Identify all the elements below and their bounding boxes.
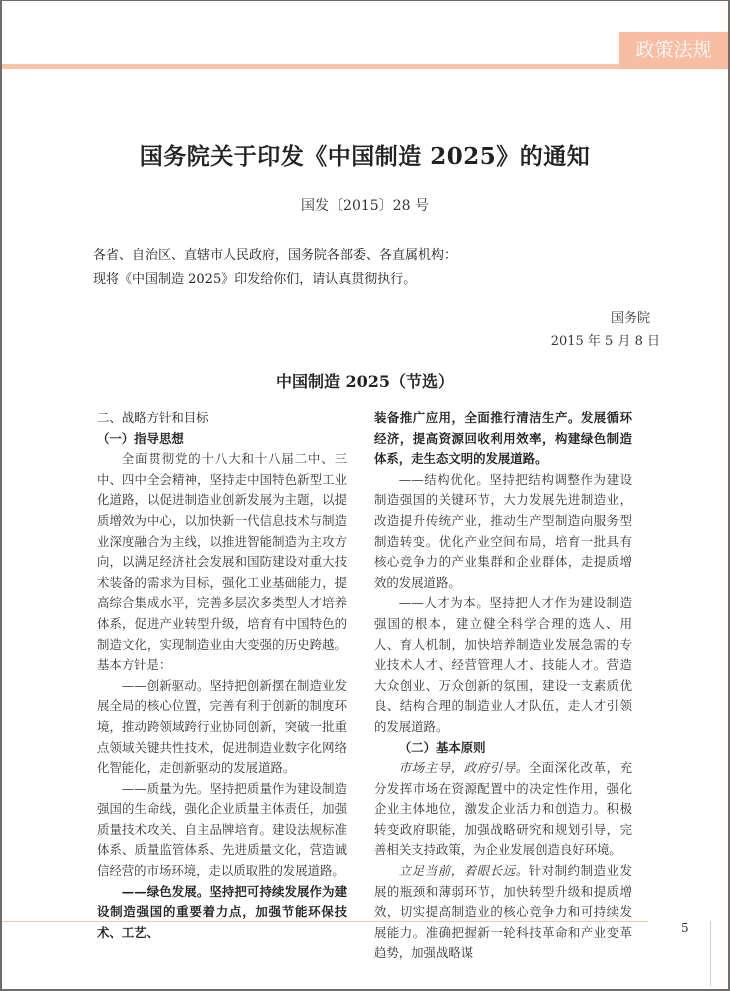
issuer: 国务院 <box>610 311 650 326</box>
paragraph: ——结构优化。坚持把结构调整作为建设制造强国的关键环节，大力发展先进制造业，改造提升传统产业，推动生产型制造向服务型制造转变。优化产业空间布局，培育一批具有核心竞争力的产业集群和企业群体，走提质增效的发展道路。 <box>374 471 632 590</box>
right-column <box>374 408 632 964</box>
paragraph: 装备推广应用，全面推行清洁生产。发展循环经济，提高资源回收利用效率，构建绿色制造体系，走生态文明的发展道路。 <box>374 410 632 467</box>
principle-lead: 市场主导，政府引导。 <box>398 760 529 776</box>
section-heading: 二、战略方针和目标 <box>97 410 209 425</box>
footer-divider <box>710 921 711 986</box>
addressee: 各省、自治区、直辖市人民政府，国务院各部委、各直属机构： <box>93 248 458 263</box>
paragraph: ——质量为先。坚持把质量作为建设制造强国的生命线，强化企业质量主体责任，加强质量技术攻关、自主品牌培育。建设法规标准体系、质量监管体系、先进质量文化，营造诚信经营的市场环境，走以质取胜的发展道路。 <box>97 780 347 879</box>
principle-body: 全面深化改革，充分发挥市场在资源配置中的决定性作用，强化企业主体地位，激发企业活力和创造力。积极转变政府职能，加强战略研究和规划引导，完善相关支持政策，为企业发展创造良好环境。 <box>374 760 633 858</box>
issue-date: 2015 年 5 月 8 日 <box>550 334 660 349</box>
subsection-heading: （二）基本原则 <box>398 739 486 755</box>
paragraph: ——人才为本。坚持把人才作为建设制造强国的根本，建立健全科学合理的选人、用人、育人机制，加快培养制造业发展急需的专业技术人才、经营管理人才、技能人才。营造大众创业、万众创新的氛围，建设一支素质优良、结构合理的制造业人才队伍，走人才引领的发展道路。 <box>374 595 632 734</box>
principle-lead: 立足当前，着眼长远。 <box>398 863 529 879</box>
excerpt-title: 中国制造 2025（节选） <box>275 372 455 391</box>
notice-title: 国务院关于印发《中国制造 2025》的通知 <box>139 143 591 170</box>
paragraph <box>374 861 632 964</box>
page-number: 5 <box>681 921 689 935</box>
paragraph <box>374 758 632 861</box>
header-band <box>2 64 619 69</box>
subsection-heading: （一）指导思想 <box>97 430 184 446</box>
section-tag: 政策法规 <box>619 32 728 69</box>
footer-rule <box>2 921 648 922</box>
principle-body: 针对制约制造业发展的瓶颈和薄弱环节，加快转型升级和提质增效，切实提高制造业的核心竞争力和可持续发展能力。准确把握新一轮科技革命和产业变革趋势，加强战略谋 <box>374 863 633 961</box>
left-column <box>97 408 347 943</box>
instruction: 现将《中国制造 2025》印发给你们，请认真贯彻执行。 <box>93 272 417 287</box>
document-number: 国发〔2015〕28 号 <box>301 198 429 214</box>
paragraph: 全面贯彻党的十八大和十八届二中、三中、四中全会精神，坚持走中国特色新型工业化道路，以促进制造业创新发展为主题，以提质增效为中心，以加快新一代信息技术与制造业深度融合为主线，以推进智能制造为主攻方向，以满足经济社会发展和国防建设对重大技术装备的需求为目标，强化工业基础能力，提高综合集成水平，完善多层次多类型人才培养体系，促进产业转型升级，培育有中国特色的制造文化，实现制造业由大变强的历史跨越。基本方针是： <box>97 451 347 673</box>
paragraph: ——创新驱动。坚持把创新摆在制造业发展全局的核心位置，完善有利于创新的制度环境，推动跨领域跨行业协同创新，突破一批重点领域关键共性技术，促进制造业数字化网络化智能化，走创新驱动的发展道路。 <box>97 677 347 776</box>
paragraph: ——绿色发展。坚持把可持续发展作为建设制造强国的重要着力点，加强节能环保技术、工艺、 <box>97 883 347 940</box>
